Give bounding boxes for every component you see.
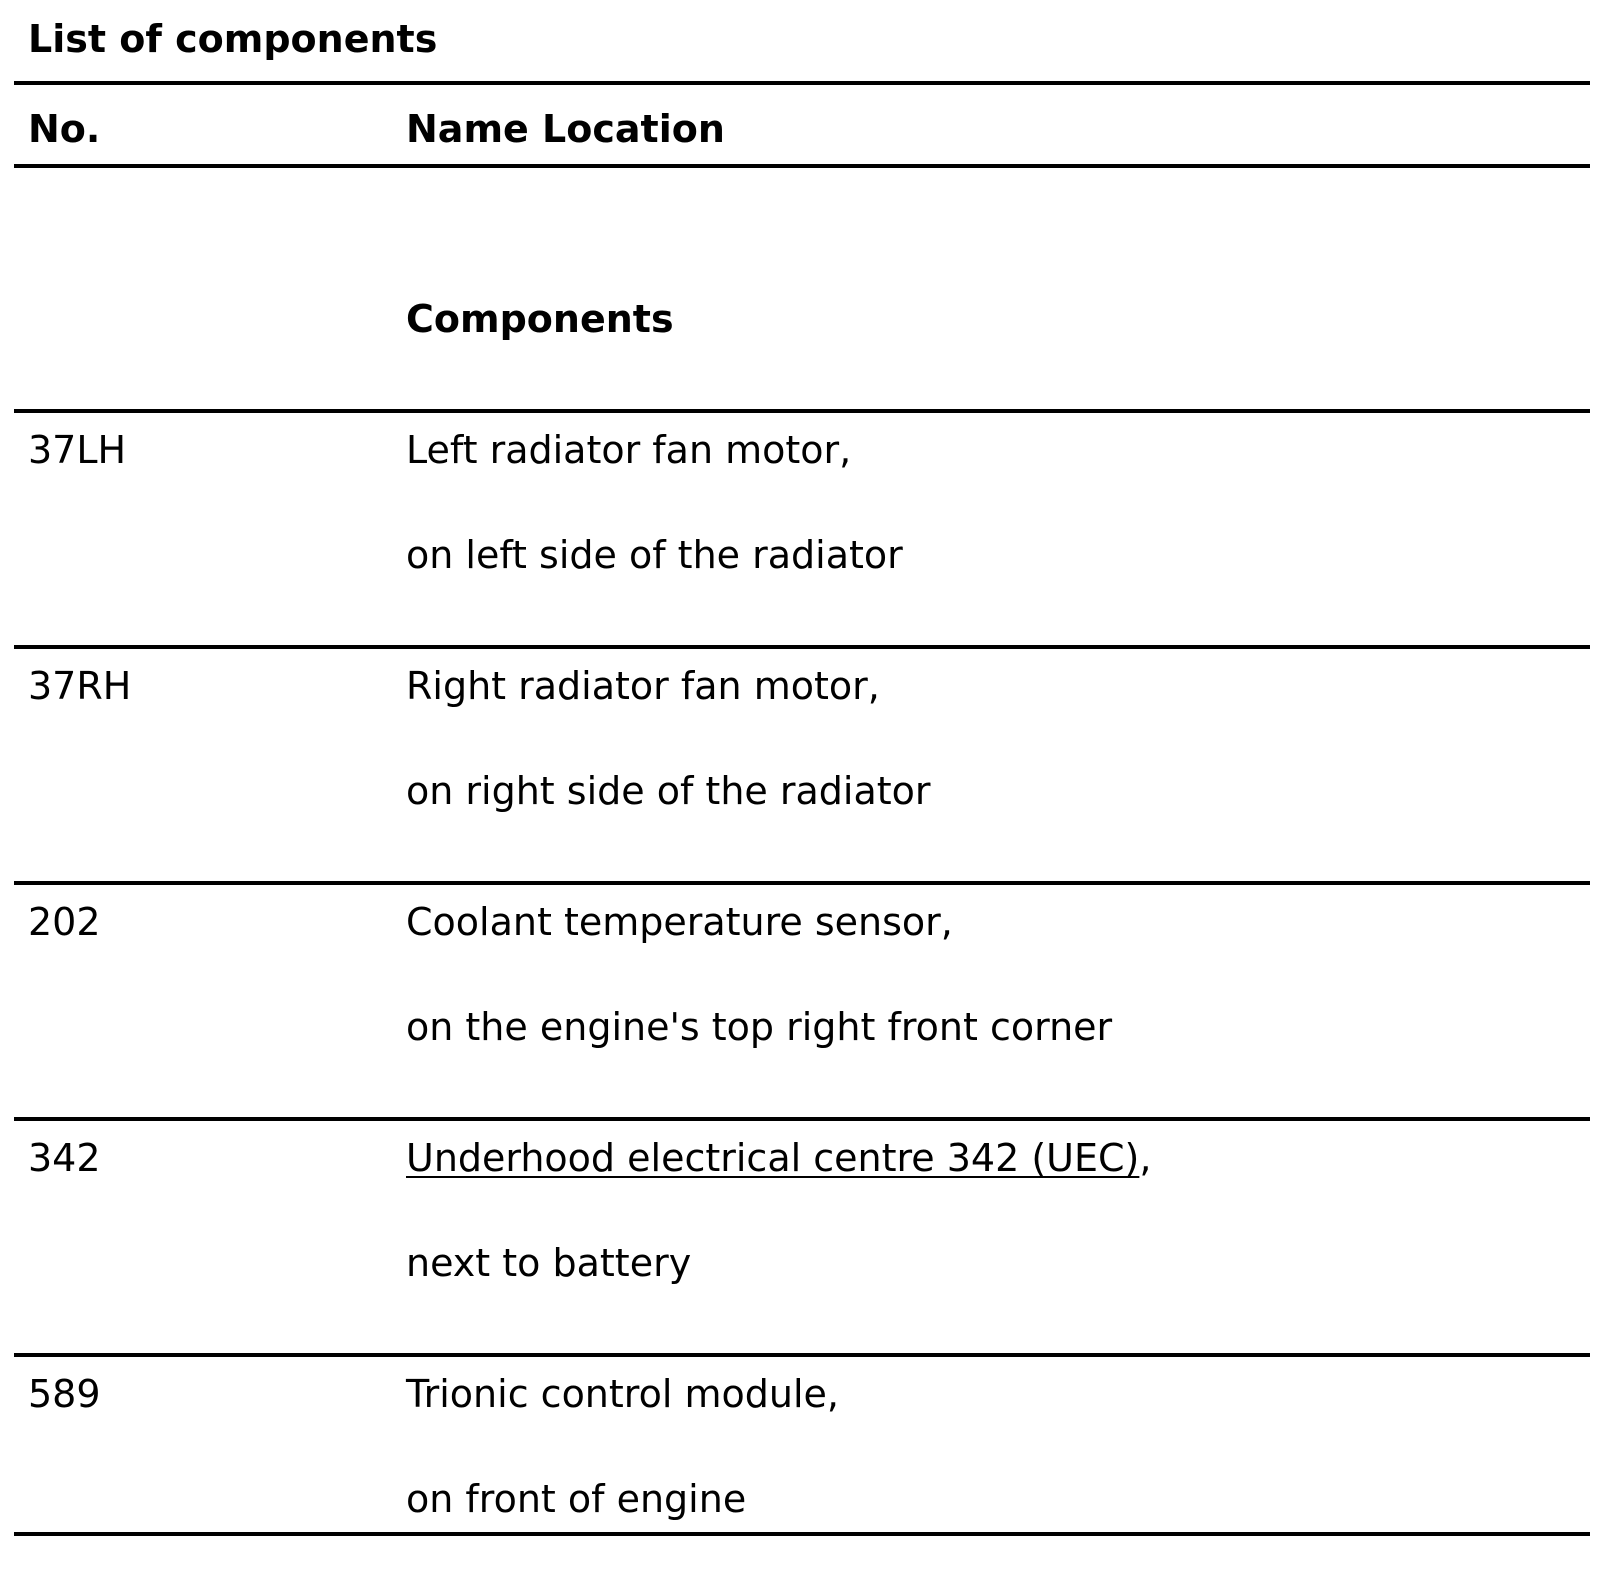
row-divider: [14, 1353, 1590, 1357]
row-number: 37RH: [28, 664, 132, 708]
row-name: [406, 1133, 1151, 1183]
section-label-components: Components: [406, 297, 674, 341]
row-divider: [14, 645, 1590, 649]
header-name-location: Name Location: [406, 107, 725, 151]
row-number: 342: [28, 1136, 101, 1180]
top-rule: [14, 81, 1590, 85]
row-divider: [14, 409, 1590, 413]
uec-link[interactable]: Underhood electrical centre 342 (UEC): [406, 1136, 1140, 1180]
row-number: 37LH: [28, 428, 127, 472]
row-name: Left radiator fan motor,: [406, 428, 852, 472]
bottom-rule: [14, 1532, 1590, 1536]
row-location: on right side of the radiator: [406, 769, 931, 813]
row-location: on front of engine: [406, 1477, 747, 1521]
row-number: 202: [28, 900, 101, 944]
row-name: Trionic control module,: [406, 1372, 839, 1416]
row-name: Right radiator fan motor,: [406, 664, 880, 708]
document-title: List of components: [28, 17, 438, 61]
row-name-suffix: ,: [1139, 1136, 1152, 1180]
header-rule: [14, 164, 1590, 168]
row-divider: [14, 1117, 1590, 1121]
row-location: on left side of the radiator: [406, 533, 903, 577]
row-location: next to battery: [406, 1241, 692, 1285]
row-divider: [14, 881, 1590, 885]
row-location: on the engine's top right front corner: [406, 1005, 1113, 1049]
header-no: No.: [28, 107, 101, 151]
row-number: 589: [28, 1372, 101, 1416]
row-name: Coolant temperature sensor,: [406, 900, 953, 944]
